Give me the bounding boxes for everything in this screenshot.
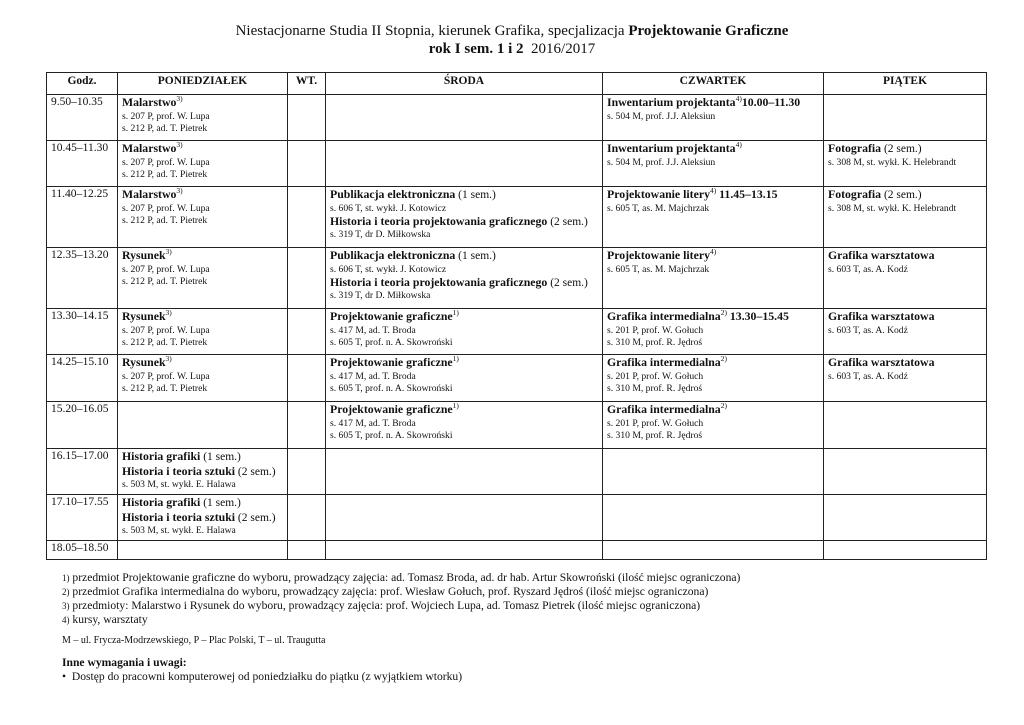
tuesday-cell bbox=[288, 541, 326, 560]
requirements-item: • Dostęp do pracowni komputerowej od poniedziałku do piątku (z wyjątkiem wtorku) bbox=[62, 670, 463, 683]
table-row bbox=[47, 541, 987, 560]
tuesday-cell bbox=[288, 355, 326, 402]
thursday-cell: Projektowanie litery$^{4)}$ 11.45–13.15 s. 605 T, as. M. Majchrzak bbox=[603, 187, 824, 248]
tuesday-cell bbox=[288, 248, 326, 309]
friday-cell bbox=[824, 402, 987, 449]
monday-cell: Malarstwo$^{3)}$ s. 207 P, prof. W. Lupa s. 212 P, ad. T. Pietrek bbox=[118, 187, 288, 248]
table-row bbox=[47, 309, 987, 355]
friday-cell bbox=[824, 449, 987, 495]
monday-cell: Historia grafiki (1 sem.) Historia i teoria sztuki (2 sem.) s. 503 M, st. wykł. E. Halawa bbox=[118, 495, 288, 541]
thursday-cell bbox=[603, 541, 824, 560]
friday-cell: Fotografia (2 sem.) s. 308 M, st. wykł. K. Helebrandt bbox=[824, 141, 987, 187]
monday-cell: Rysunek$^{3)}$ s. 207 P, prof. W. Lupa s. 212 P, ad. T. Pietrek bbox=[118, 355, 288, 402]
table-row bbox=[47, 495, 987, 541]
thursday-cell: Inwentarium projektanta$^{4)}$10.00–11.30 s. 504 M, prof. J.J. Aleksiun bbox=[603, 95, 824, 141]
header-wednesday: ŚRODA bbox=[326, 73, 603, 95]
thursday-cell: Grafika intermedialna$^{2)}$ 13.30–15.45 s. 201 P, prof. W. Gołuch s. 310 M, prof. R. Jędroś bbox=[603, 309, 824, 355]
monday-cell: Rysunek$^{3)}$ s. 207 P, prof. W. Lupa s. 212 P, ad. T. Pietrek bbox=[118, 309, 288, 355]
requirements-title: Inne wymagania i uwagi: bbox=[62, 656, 187, 669]
bullet: • bbox=[62, 670, 67, 683]
thursday-cell: Inwentarium projektanta$^{4)}$ s. 504 M, prof. J.J. Aleksiun bbox=[603, 141, 824, 187]
wednesday-cell bbox=[326, 541, 603, 560]
monday-cell: Malarstwo$^{3)}$ s. 207 P, prof. W. Lupa s. 212 P, ad. T. Pietrek bbox=[118, 141, 288, 187]
wednesday-cell bbox=[326, 141, 603, 187]
header-hour: Godz. bbox=[47, 73, 118, 95]
monday-cell: Malarstwo$^{3)}$ s. 207 P, prof. W. Lupa s. 212 P, ad. T. Pietrek bbox=[118, 95, 288, 141]
time-cell: 18.05–18.50 bbox=[47, 541, 118, 560]
table-row bbox=[47, 141, 987, 187]
table-row bbox=[47, 449, 987, 495]
monday-cell bbox=[118, 402, 288, 449]
tuesday-cell bbox=[288, 449, 326, 495]
friday-cell bbox=[824, 541, 987, 560]
friday-cell: Grafika warsztatowa s. 603 T, as. A. Kodź bbox=[824, 309, 987, 355]
time-cell: 14.25–15.10 bbox=[47, 355, 118, 402]
tuesday-cell bbox=[288, 187, 326, 248]
friday-cell: Grafika warsztatowa s. 603 T, as. A. Kodź bbox=[824, 248, 987, 309]
schedule-table bbox=[46, 72, 987, 560]
table-row bbox=[47, 187, 987, 248]
tuesday-cell bbox=[288, 402, 326, 449]
footnote-4: 4) kursy, warsztaty bbox=[62, 613, 148, 626]
table-row bbox=[47, 248, 987, 309]
table-row bbox=[47, 355, 987, 402]
title-line-2 bbox=[0, 40, 1024, 58]
wednesday-cell bbox=[326, 449, 603, 495]
title-year-semester: rok I sem. 1 i 2 bbox=[428, 41, 524, 57]
friday-cell: Grafika warsztatowa s. 603 T, as. A. Kodź bbox=[824, 355, 987, 402]
time-cell: 15.20–16.05 bbox=[47, 402, 118, 449]
time-cell: 10.45–11.30 bbox=[47, 141, 118, 187]
time-cell: 16.15–17.00 bbox=[47, 449, 118, 495]
table-row bbox=[47, 402, 987, 449]
header-tuesday: WT. bbox=[288, 73, 326, 95]
time-cell: 12.35–13.20 bbox=[47, 248, 118, 309]
wednesday-cell bbox=[326, 495, 603, 541]
wednesday-cell: Publikacja elektroniczna (1 sem.) s. 606 T, st. wykł. J. Kotowicz Historia i teoria projektowania graficznego (2 sem.) s. 319 T, dr D. Miłkowska bbox=[326, 187, 603, 248]
time-cell: 11.40–12.25 bbox=[47, 187, 118, 248]
wednesday-cell: Projektowanie graficzne$^{1)}$ s. 417 M, ad. T. Broda s. 605 T, prof. n. A. Skowroński bbox=[326, 309, 603, 355]
thursday-cell: Projektowanie litery$^{4)}$ s. 605 T, as. M. Majchrzak bbox=[603, 248, 824, 309]
title-specialization: Projektowanie Graficzne bbox=[628, 23, 789, 39]
wednesday-cell bbox=[326, 95, 603, 141]
wednesday-cell: Projektowanie graficzne$^{1)}$ s. 417 M, ad. T. Broda s. 605 T, prof. n. A. Skowroński bbox=[326, 402, 603, 449]
thursday-cell bbox=[603, 449, 824, 495]
friday-cell: Fotografia (2 sem.) s. 308 M, st. wykł. K. Helebrandt bbox=[824, 187, 987, 248]
header-thursday: CZWARTEK bbox=[603, 73, 824, 95]
monday-cell bbox=[118, 541, 288, 560]
footnote-2: 2) przedmiot Grafika intermedialna do wyboru, prowadzący zajęcia: prof. Wiesław Gołuch, prof. Ryszard Jędroś (ilość miejsc ograniczona) bbox=[62, 585, 709, 598]
location-legend: M – ul. Frycza-Modrzewskiego, P – Plac Polski, T – ul. Traugutta bbox=[62, 635, 326, 646]
title-line-1 bbox=[0, 22, 1024, 40]
tuesday-cell bbox=[288, 95, 326, 141]
thursday-cell: Grafika intermedialna$^{2)}$ s. 201 P, prof. W. Gołuch s. 310 M, prof. R. Jędroś bbox=[603, 355, 824, 402]
tuesday-cell bbox=[288, 309, 326, 355]
wednesday-cell: Projektowanie graficzne$^{1)}$ s. 417 M, ad. T. Broda s. 605 T, prof. n. A. Skowroński bbox=[326, 355, 603, 402]
header-monday: PONIEDZIAŁEK bbox=[118, 73, 288, 95]
monday-cell: Historia grafiki (1 sem.) Historia i teoria sztuki (2 sem.) s. 503 M, st. wykł. E. Halawa bbox=[118, 449, 288, 495]
table-row bbox=[47, 95, 987, 141]
time-cell: 17.10–17.55 bbox=[47, 495, 118, 541]
footnote-1: 1) przedmiot Projektowanie graficzne do wyboru, prowadzący zajęcia: ad. Tomasz Broda, ad. dr hab. Artur Skowroński (ilość miejsc ograniczona) bbox=[62, 571, 741, 584]
monday-cell: Rysunek$^{3)}$ s. 207 P, prof. W. Lupa s. 212 P, ad. T. Pietrek bbox=[118, 248, 288, 309]
time-cell: 13.30–14.15 bbox=[47, 309, 118, 355]
tuesday-cell bbox=[288, 495, 326, 541]
wednesday-cell: Publikacja elektroniczna (1 sem.) s. 606 T, st. wykł. J. Kotowicz Historia i teoria projektowania graficznego (2 sem.) s. 319 T, dr D. Miłkowska bbox=[326, 248, 603, 309]
footnote-3: 3) przedmioty: Malarstwo i Rysunek do wyboru, prowadzący zajęcia: prof. Wojciech Lupa, ad. Tomasz Pietrek (ilość miejsc ograniczona) bbox=[62, 599, 701, 612]
document-title bbox=[0, 22, 1024, 58]
friday-cell bbox=[824, 95, 987, 141]
title-academic-year: 2016/2017 bbox=[531, 41, 596, 57]
title-prefix: Niestacjonarne Studia II Stopnia, kierunek Grafika, specjalizacja bbox=[235, 23, 629, 39]
time-cell: 9.50–10.35 bbox=[47, 95, 118, 141]
thursday-cell bbox=[603, 495, 824, 541]
header-row bbox=[47, 73, 987, 95]
thursday-cell: Grafika intermedialna$^{2)}$ s. 201 P, prof. W. Gołuch s. 310 M, prof. R. Jędroś bbox=[603, 402, 824, 449]
friday-cell bbox=[824, 495, 987, 541]
tuesday-cell bbox=[288, 141, 326, 187]
header-friday: PIĄTEK bbox=[824, 73, 987, 95]
